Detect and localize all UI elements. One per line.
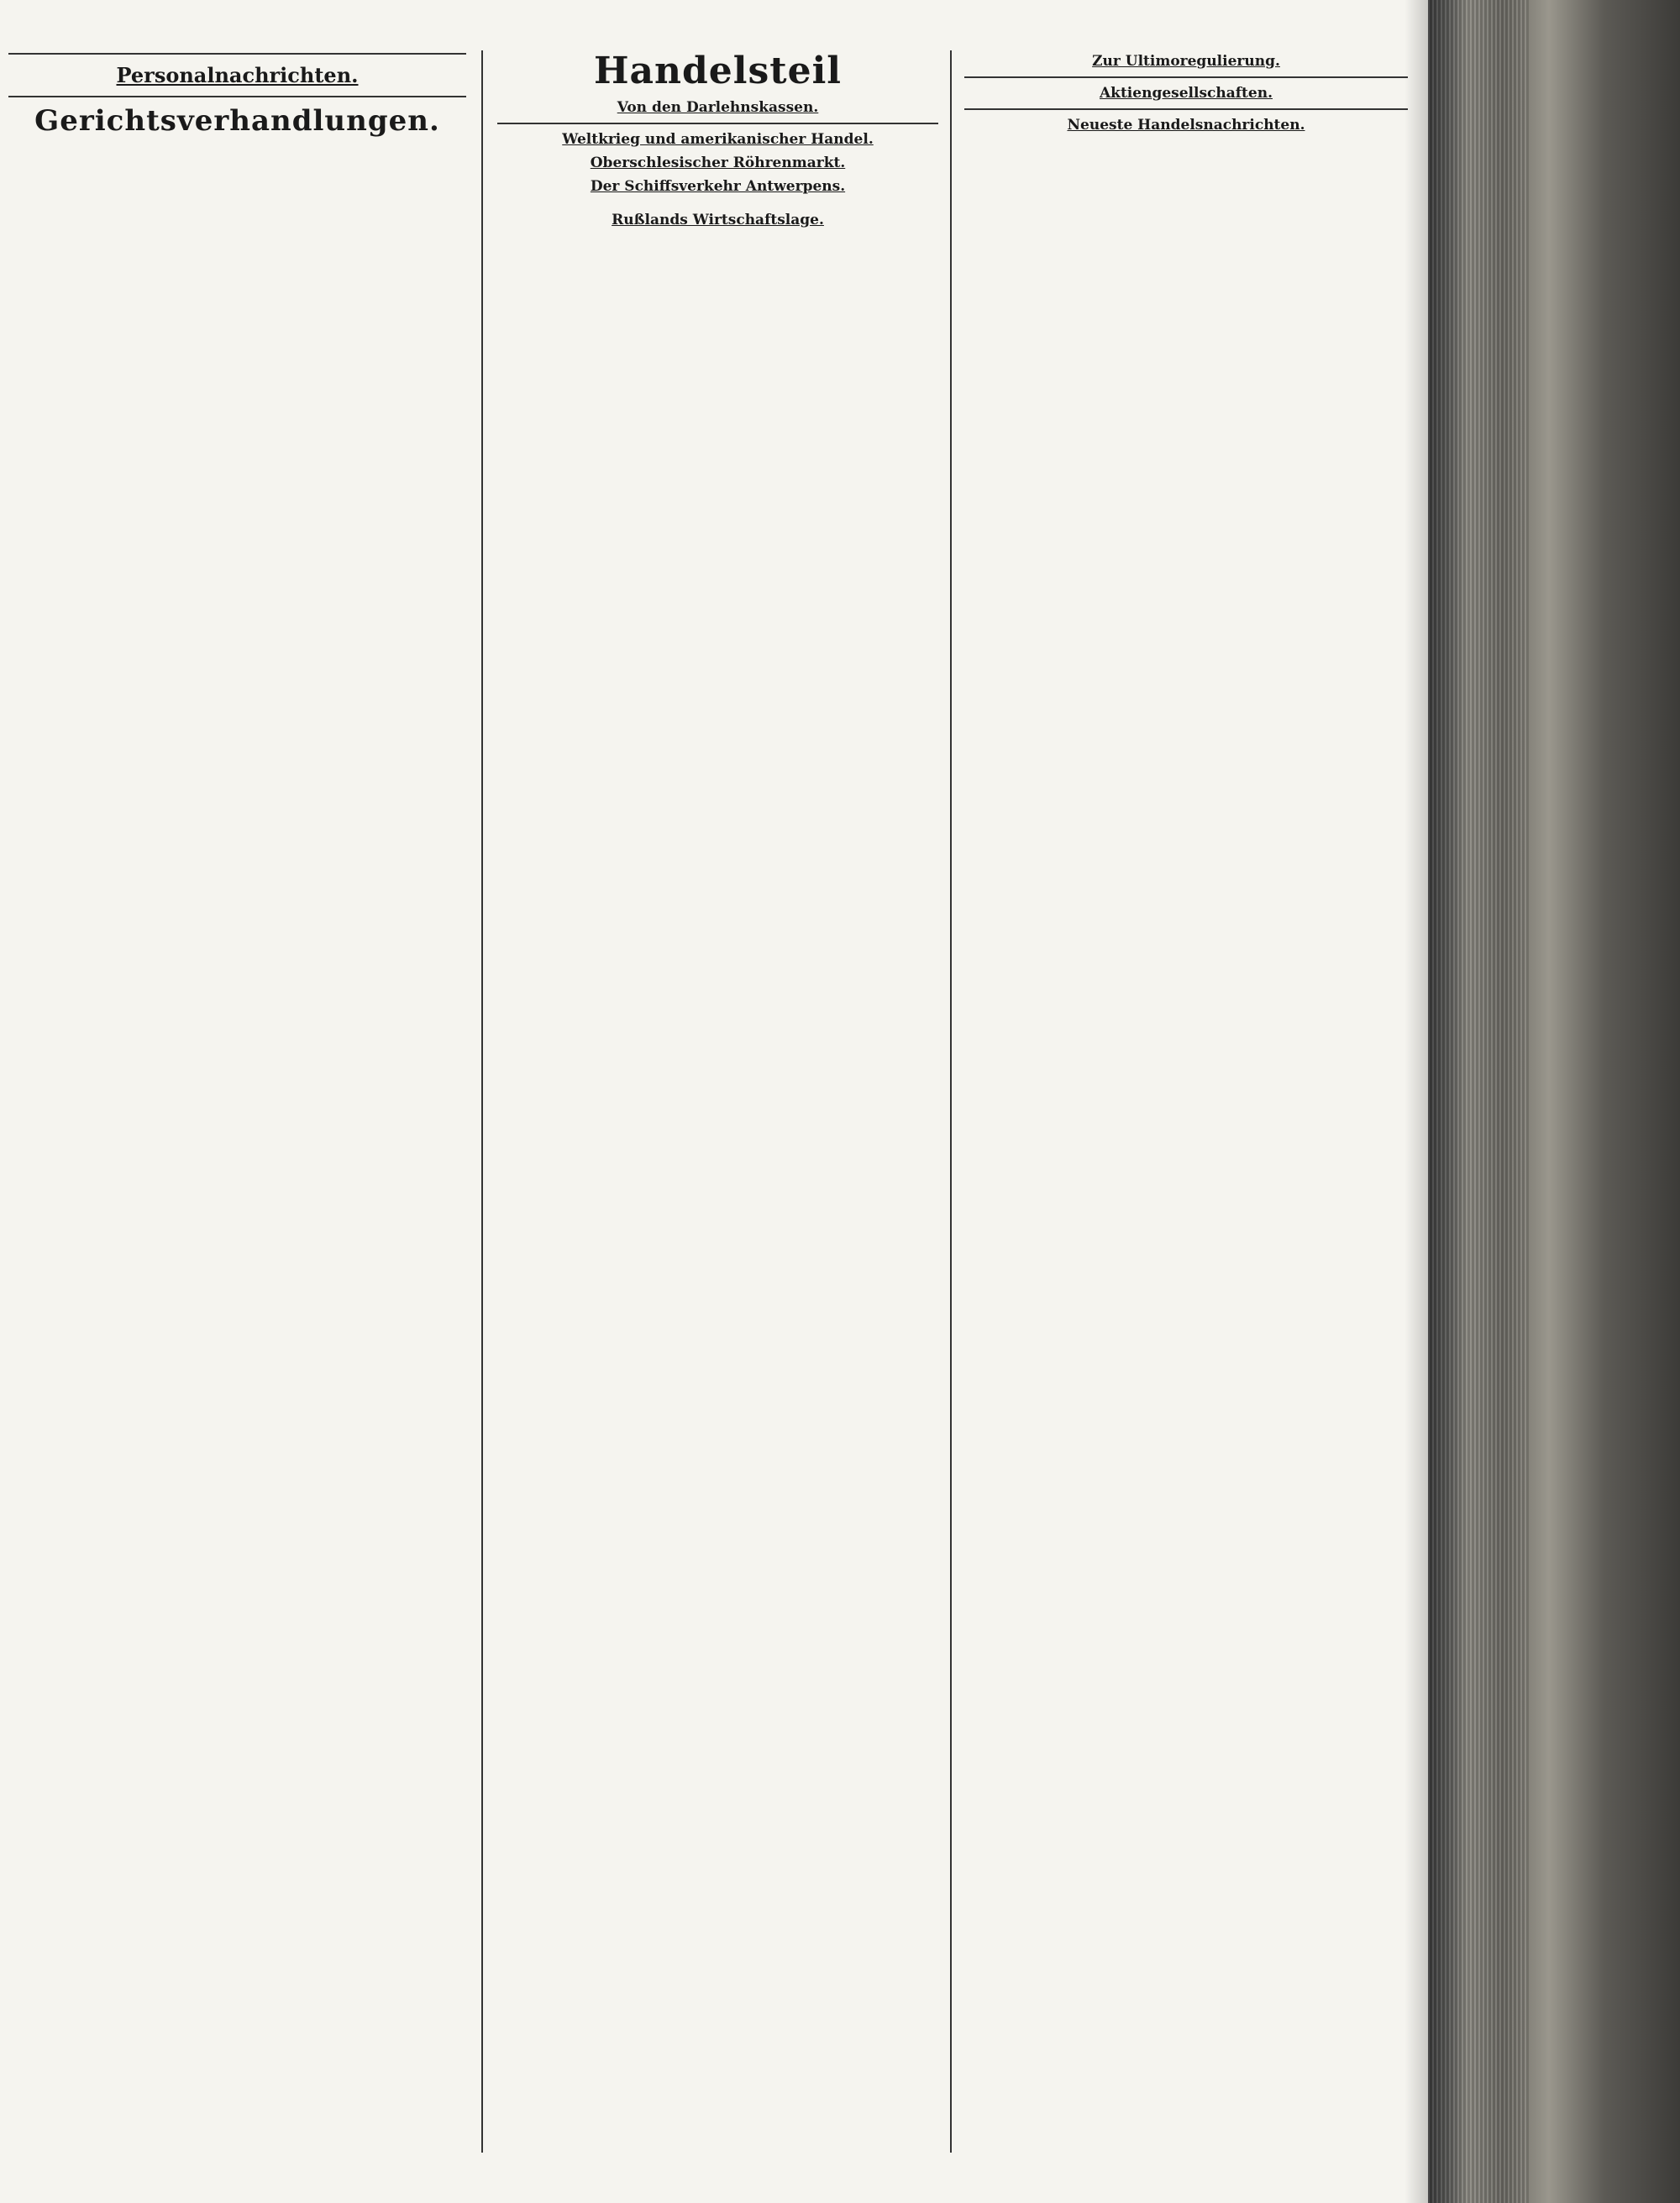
heading-weltkrieg: Weltkrieg und amerikanischer Handel. <box>562 131 874 148</box>
heading-russland: Rußlands Wirtschaftslage. <box>612 212 824 228</box>
column-rule <box>481 50 483 2153</box>
book-binding-edge <box>1428 0 1680 2203</box>
column-rule <box>950 50 952 2153</box>
column-right <box>956 46 1416 2165</box>
heading-neueste: Neueste Handelsnachrichten. <box>1067 117 1305 134</box>
heading-ultimo: Zur Ultimoregulierung. <box>1092 53 1280 70</box>
heading-personal: Personalnachrichten. <box>116 63 359 87</box>
column-middle <box>489 46 947 2165</box>
divider <box>8 96 466 97</box>
heading-court: Gerichtsverhandlungen. <box>34 104 440 138</box>
heading-aktien: Aktiengesellschaften. <box>1099 85 1273 102</box>
heading-antwerpen: Der Schiffsverkehr Antwerpens. <box>590 178 846 195</box>
section-title: Handelsteil <box>593 50 843 92</box>
divider <box>8 53 466 55</box>
heading-roehrenmarkt: Oberschlesischer Röhrenmarkt. <box>590 155 846 171</box>
column-left <box>0 46 475 2165</box>
divider <box>964 76 1408 78</box>
divider <box>497 123 938 124</box>
heading-darlehenskassen: Von den Darlehnskassen. <box>617 99 819 116</box>
divider <box>964 108 1408 110</box>
